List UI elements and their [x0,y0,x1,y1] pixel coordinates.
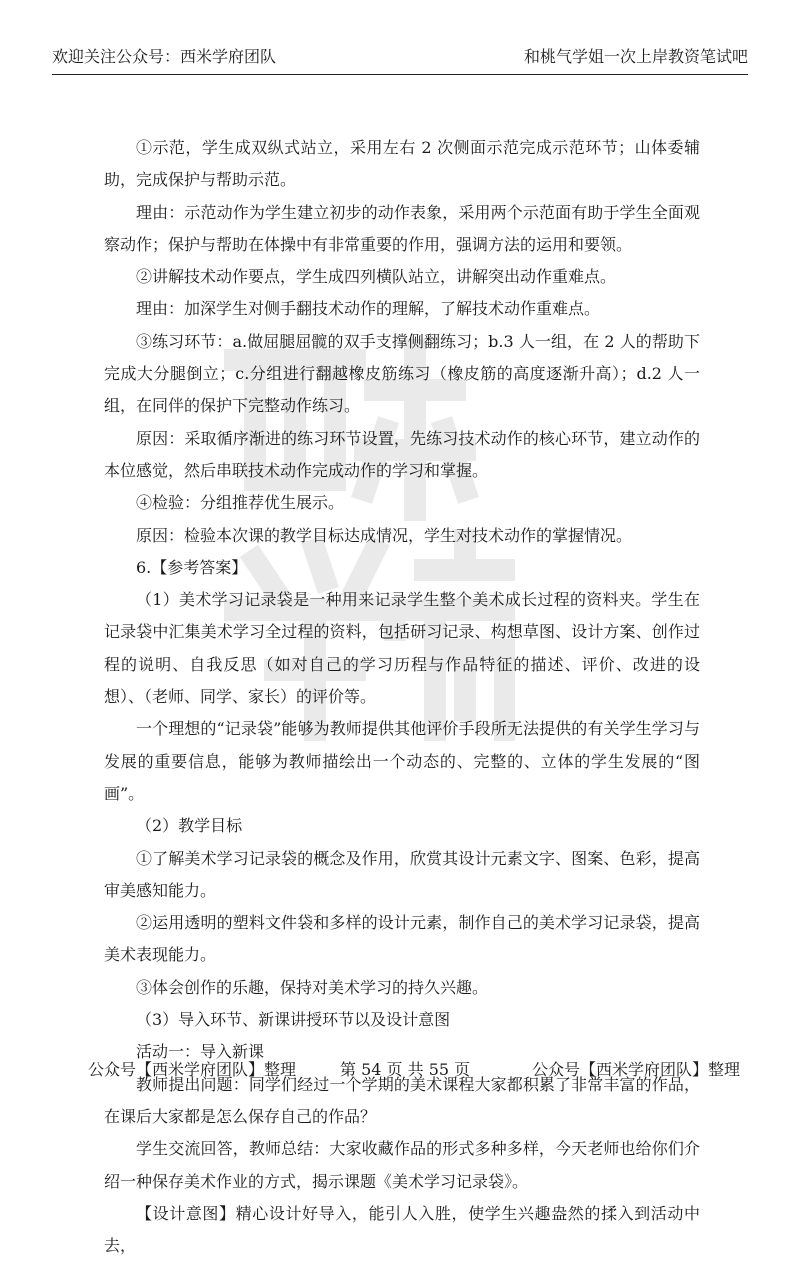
document-body [104,132,700,1262]
paragraph: 【设计意图】精心设计好导入，能引人入胜，使学生兴趣盎然的揉入到活动中去， [104,1203,700,1256]
paragraph: ①了解美术学习记录袋的概念及作用，欣赏其设计元素文字、图案、色彩，提高审美感知能力。 [104,848,700,900]
paragraph: 教师提出问题：同学们经过一个学期的美术课程大家都积累了非常丰富的作品，在课后大家都是怎么保存自己的作品？ [104,1074,700,1126]
footer-right-text: 公众号【西米学府团队】整理 [531,1060,740,1079]
paragraph: 学生交流回答，教师总结：大家收藏作品的形式多种多样，今天老师也给你们介绍一种保存美术作业的方式，揭示课题《美术学习记录袋》。 [104,1139,700,1191]
paragraph: 一个理想的“记录袋”能够为教师提供其他评价手段所无法提供的有关学生学习与发展的重要信息，能够为教师描绘出一个动态的、完整的、立体的学生发展的“图画”。 [104,719,700,803]
paragraph: 原因：采取循序渐进的练习环节设置，先练习技术动作的核心环节，建立动作的本位感觉，然后串联技术动作完成动作的学习和掌握。 [104,428,700,480]
paragraph: （1）美术学习记录袋是一种用来记录学生整个美术成长过程的资料夹。学生在记录袋中汇集美术学习全过程的资料，包括研习记录、构想草图、设计方案、创作过程的说明、自我反思（如对自己的学习历程与作品特征的描述、评价、改进的设想）、（老师、同学、家长）的评价等。 [104,590,700,707]
page-header [52,44,748,75]
paragraph: 活动一：导入新课 [136,1042,265,1062]
header-left-text: 欢迎关注公众号：西米学府团队 [52,47,277,66]
subsection-heading: （2）教学目标 [136,816,243,836]
paragraph: 理由：示范动作为学生建立初步的动作表象，采用两个示范面有助于学生全面观察动作；保护与帮助在体操中有非常重要的作用，强调方法的运用和要领。 [104,202,700,254]
page-number: 第 54 页 共 55 页 [340,1060,471,1079]
subsection-heading: （3）导入环节、新课讲授环节以及设计意图 [136,1010,451,1030]
paragraph: ①示范，学生成双纵式站立，采用左右 2 次侧面示范完成示范环节；山体委辅助，完成保护与帮助示范。 [104,138,700,190]
paragraph: ②运用透明的塑料文件袋和多样的设计元素，制作自己的美术学习记录袋，提高美术表现能力。 [104,913,700,965]
paragraph: ④检验：分组推荐优生展示。 [136,493,345,513]
paragraph: 理由：加深学生对侧手翻技术动作的理解，了解技术动作重难点。 [136,299,601,319]
page-footer [88,1058,740,1082]
header-right-text: 和桃气学姐一次上岸教资笔试吧 [523,47,748,66]
paragraph: ③练习环节：a.做屈腿屈髋的双手支撑侧翻练习；b.3 人一组，在 2 人的帮助下完成大分腿倒立；c.分组进行翻越橡皮筋练习（橡皮筋的高度逐渐升高）；d.2 人一组，在同伴的保护下完整动作练习。 [104,331,700,416]
paragraph: 原因：检验本次课的教学目标达成情况，学生对技术动作的掌握情况。 [136,525,633,545]
footer-left-text: 公众号【西米学府团队】整理 [88,1060,297,1079]
paragraph: ②讲解技术动作要点，学生成四列横队站立，讲解突出动作重难点。 [136,267,617,287]
paragraph: ③体会创作的乐趣，保持对美术学习的持久兴趣。 [136,977,489,997]
section-heading: 6.【参考答案】 [136,557,248,577]
